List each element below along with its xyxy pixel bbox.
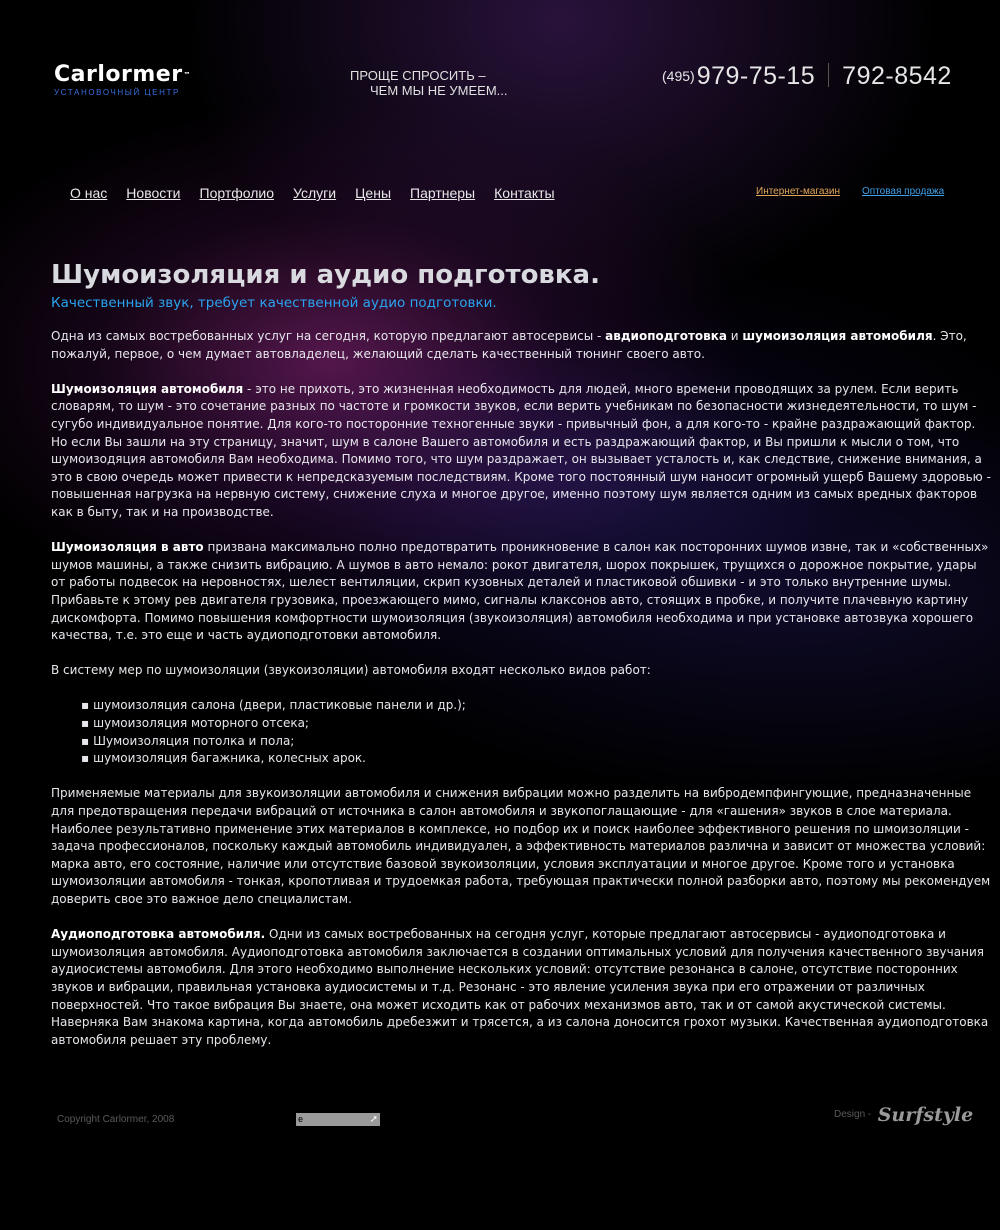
work-types-list — [51, 697, 991, 767]
nav-contacts[interactable]: Контакты — [494, 185, 555, 201]
badge-letter: e — [298, 1114, 304, 1124]
paragraph-auto-insulation: Шумоизоляция в авто призвана максимально полно предотвратить проникновение в салон как посторонних шумов извне, так и «собственных» шумов машины, а также снизить вибрацию. А шумов в авто немало: рокот двигателя, шорох покрышек, трущихся о дорожное покрытие, удары от работы подвесок на неровностях, шелест вентиляции, скрип кузовных деталей и пластиковой обшивки - и это только внутренние шумы. Прибавьте к этому рев двигателя грузовика, проезжающего мимо, сигналы клаксонов авто, стоящих в пробке, и получите плачевную картину дискомфорта. Помимо повышения комфортности шумоизоляция (звукоизоляция) автомобиля необходима и при установке автозвука хорошего качества, т.е. это еще и часть аудиоподготовки автомобиля. — [51, 540, 989, 643]
nav-news[interactable]: Новости — [126, 185, 181, 201]
list-item: ▪ Шумоизоляция потолка и пола; — [81, 733, 991, 751]
nav-about[interactable]: О нас — [70, 185, 108, 201]
paragraph-intro: Одна из самых востребованных услуг на сегодня, которую предлагают автосервисы - авдиоподготовка и шумоизоляция автомобиля. Это, пожалуй, первое, о чем думает автовладелец, желающий сделать качественный тюнинг своего авто. — [51, 329, 967, 361]
trademark: ™ — [183, 71, 192, 79]
nav-services[interactable]: Услуги — [293, 185, 337, 201]
phone-1: 979-75-15 — [696, 62, 816, 90]
nav-prices[interactable]: Цены — [355, 185, 392, 201]
logo-tagline: УСТАНОВОЧНЫЙ ЦЕНТР — [54, 88, 180, 97]
list-item: ▪ шумоизоляция салона (двери, пластиковые панели и др.); — [81, 697, 991, 715]
nav-partners[interactable]: Партнеры — [410, 185, 476, 201]
page-title: Шумоизоляция и аудио подготовка. — [51, 260, 600, 290]
slogan-line-1: ПРОЩЕ СПРОСИТЬ – — [350, 68, 486, 83]
slogan-line-2: ЧЕМ МЫ НЕ УМЕЕМ... — [370, 83, 508, 98]
list-item: ▪ шумоизоляция багажника, колесных арок. — [81, 750, 991, 768]
paragraph-audio-prep: Аудиоподготовка автомобиля. Одни из самых востребованных на сегодня услуг, которые предлагают автосервисы - аудиоподготовка и шумоизоляция автомобиля. Аудиоподготовка автомобиля заключается в создании оптимальных условий для получения качественного звучания аудиосистемы автомобиля. Для этого необходимо выполнение нескольких условий: отсутствие резонанса в салоне, отсутствие посторонних звуков и вибрации, правильная установка аудиосистемы и т.д. Резонанс - это явление усиления звука при его отражении от различных поверхностей. Что такое вибрация Вы знаете, она может исходить как от рабочих механизмов авто, так и от самой акустической системы. Наверняка Вам знакома картина, когда автомобиль дребезжит и трясется, а из салона доносится грохот музыки. Качественная аудиоподготовка автомобиля решает эту проблему. — [51, 927, 989, 1047]
phone-divider — [828, 63, 829, 87]
logo-wordmark: Carlormer™ — [54, 62, 192, 87]
slogan — [350, 68, 508, 98]
design-brand-logo: Surfstyle — [877, 1104, 974, 1126]
paragraph-materials: Применяемые материалы для звукоизоляции автомобиля и снижения вибрации можно разделить на вибродемпфингующие, предназначенные для предотвращения передачи вибраций от источника в салон автомобиля и звукопоглащающие - для «гашения» звуков в слое материала. Наиболее результативно применение этих материалов в комплексе, но подбор их и поиск наиболее эффективного решения по шмоизоляции - задача профессионалов, поскольку каждый автомобиль индивидуален, а эффективность материалов различна и зависит от множества условий: марка авто, его состояние, наличие или отсутствие базовой звукоизоляции, условия эксплуатации и многое другое. Кроме того и установка шумоизоляции автомобиля - тонкая, кропотливая и трудоемкая работа, требующая практически полной разборки авто, поэтому мы рекомендуем доверить свое это важное дело специалистам. — [51, 786, 991, 906]
paragraph-noise-insulation: Шумоизоляция автомобиля - это не прихоть, это жизненная необходимость для людей, много времени проводящих за рулем. Если верить словарям, то шум - это сочетание разных по частоте и громкости звуков, если верить учебникам по безопасности жизнедеятельности, то шум - сугубо индивидуальное понятие. Для кого-то посторонние техногенные звуки - привычный фон, а для кого-то - крайне раздражающий фактор. Но если Вы зашли на эту страницу, значит, шум в салоне Вашего автомобиля и есть раздражающий фактор, и Вы пришли к мысли о том, что шумоизодяция автомобиля Вам необходима. Помимо того, что шум раздражает, он вызывает усталость и, как следствие, снижение внимания, а это в свою очередь может привести к непредсказуемым последствиям. Кроме того постоянный шум наносит огромный ущерб Вашему здоровью - повышенная нагрузка на нервную систему, снижение слуха и многое другое, именно поэтому шум является одним из самых вредных факторов как в быту, так и на производстве. — [51, 381, 991, 519]
phone-2: 792-8542 — [842, 62, 952, 90]
online-shop-link[interactable]: Интернет-магазин — [756, 186, 840, 197]
copyright: Copyright Carlormer, 2008 — [57, 1114, 175, 1125]
design-label: Design - — [834, 1109, 872, 1120]
design-credit[interactable] — [834, 1104, 973, 1126]
counter-badge[interactable] — [296, 1113, 380, 1126]
phone-numbers — [662, 62, 952, 91]
paragraph-work-types: В систему мер по шумоизоляции (звукоизоляции) автомобиля входят несколько видов работ: — [51, 663, 651, 678]
wholesale-link[interactable]: Оптовая продажа — [862, 186, 945, 197]
phone-area-code: (495) — [662, 68, 695, 84]
article — [51, 258, 991, 1049]
nav-portfolio[interactable]: Портфолио — [199, 185, 275, 201]
main-nav — [70, 185, 555, 201]
arrow-icon: ➚ — [369, 1114, 378, 1125]
page-subtitle: Качественный звук, требует качественной аудио подготовки. — [51, 295, 497, 311]
list-item: ▪ шумоизоляция моторного отсека; — [81, 715, 991, 733]
logo[interactable] — [54, 62, 191, 97]
